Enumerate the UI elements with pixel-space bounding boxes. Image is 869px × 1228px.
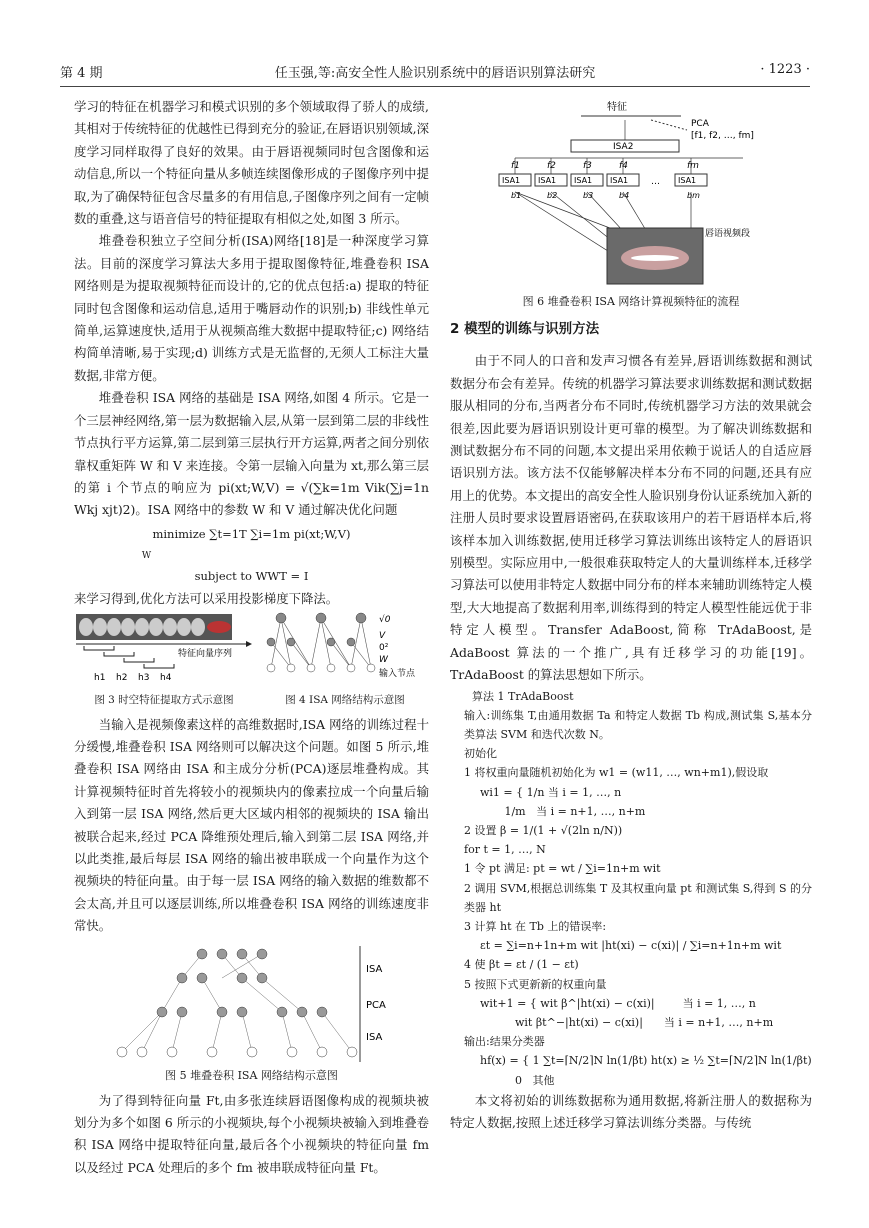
isa1-label: ISA1 [502,176,521,185]
v-label: √0 [379,615,391,626]
fig4-drawing [261,610,429,682]
h-label: h3 [138,673,150,683]
f-label: f3 [583,161,592,171]
algo-step: 1 将权重向量随机初始化为 w1 = (w11, …, wn+m1),假设取 [464,766,769,780]
algo-step: 5 按照下式更新新的权重向量 [464,977,607,991]
algorithm-1 [450,687,812,1090]
paragraph: 堆叠卷积独立子空间分析(ISA)网络[18]是一种深度学习算法。目前的深度学习算法大多用于提取图像特征,堆叠卷积 ISA 网络则是为提取视频特征而设计的,它的优点包括:a) 提取的特征同时包含图像和运动信息,适用于嘴唇动作的识别;b) 非线性单元简单,运算速度快,适用于从视频高维大数据中提取特征;c) 网络结构简单清晰,易于实现;d) 训练方式是无监督的,无须人工标注大量数据,非常方便。 [74,233,429,383]
paragraph: 本文将初始的训练数据称为通用数据,将新注册人的数据称为特定人数据,按照上述迁移学习算法训练分类器。与传统 [450,1092,812,1131]
algo-step: 2 调用 SVM,根据总训练集 T 及其权重向量 pt 和测试集 S,得到 S 的分类器 ht [464,881,812,914]
paragraph: 由于不同人的口音和发声习惯各有差异,唇语训练数据和测试数据分布会有差异。传统的机器学习算法要求训练数据和测试数据服从相同的分布,当两者分布不同时,传统机器学习方法的效果就会很差,因此要为唇语识别设计更可靠的模型。为了解决训练数据和测试数据分布不同的问题,本文提出采用依赖于说话人的自适应唇语识别方法。该方法不仅能够解决样本分布不同的问题,还具有应用上的优势。本文提出的高安全性人脸识别身份认证系统加入新的注册人员时要求设置唇语密码,在获取该用户的若干唇语样本后,将该样本加入训练数据,使用迁移学习算法训练出该特定人的唇语识别模型。实际应用中,一般很难获取特定人的大量训练样本,迁移学习算法可以使用非特定人数据中同分布的样本来辅助训练特定人模型,大大地提高了数据利用率,训练得到的特定人模型性能远优于非特定人模型。Transfer AdaBoost,简称 TrAdaBoost,是 AdaBoost 算法的一个推广,具有迁移学习的功能[19]。TrAdaBoost 的算法思想如下所示。 [450,353,812,683]
isa1-label: ISA1 [678,176,697,185]
algo-step: 3 计算 ht 在 Tb 上的错误率: [464,919,607,933]
window-brackets [84,646,174,668]
lip-frames [79,618,205,636]
f-label: f2 [547,161,556,171]
algo-eq: εt = ∑i=n+1n+m wit |ht(xi) − c(xi)| / ∑i=n+1n+m wit [480,939,782,953]
b-label: b4 [619,191,630,200]
f-label: f1 [511,161,520,171]
algo-eq: wit+1 = { wit β^|ht(xi) − c(xi)| 当 i = 1, …, n [480,996,756,1010]
paragraph: 堆叠卷积 ISA 网络的基础是 ISA 网络,如图 4 所示。它是一个三层神经网络,第一层为数据输入层,从第一层到第二层的非线性节点执行平方运算,第二层到第三层执行开方运算,两者之间分别依靠权重矩阵 W 和 V 来连接。令第一层输入向量为 xt,那么第三层的第 i 个节点的响应为 pi(xt;W,V) = √(∑k=1m Vik(∑j=1n Wkj xjt)2)。ISA 网络中的参数 W 和 V 通过解决优化问题 [74,390,429,518]
fig5-nodes [117,949,357,1057]
page-number: · 1223 · [760,62,810,77]
b-label: bm [687,191,700,200]
isa1-boxes [499,174,707,186]
paragraph: 来学习得到,优化方法可以采用投影梯度下降法。 [74,590,339,606]
fig5-drawing [102,942,402,1066]
fig6-caption: 图 6 堆叠卷积 ISA 网络计算视频特征的流程 [522,295,740,308]
isa1-label: ISA1 [610,176,629,185]
input-node-label: 输入节点 [379,669,416,680]
seq-label: 特征向量序列 [178,649,233,660]
paragraph: 为了得到特征向量 Ft,由多张连续唇语图像构成的视频块被划分为多个如图 6 所示的小视频块,每个小视频块被输入到堆叠卷积 ISA 网络中提取特征向量,最后各个小视频块的特征向量 fm 以及经过 PCA 处理后的多个 fm 被串联成特征向量 Ft。 [74,1092,429,1175]
fig4-edges [271,618,371,668]
equation-under: W [141,550,152,561]
algo-input: 输入:训练集 T,由通用数据 Ta 和特定人数据 Tb 构成,测试集 S,基本分类算法 SVM 和迭代次数 N。 [464,708,812,741]
fig5-caption: 图 5 堆叠卷积 ISA 网络结构示意图 [165,1068,338,1082]
teeth-image [631,255,679,261]
pca-label: PCA [691,119,709,129]
figure-5 [74,942,429,1084]
figure-3 [74,610,254,713]
isa1-label: ISA1 [574,176,593,185]
square-label: 0² [379,643,389,654]
v-label: V [379,631,386,642]
algo-title: 算法 1 TrAdaBoost [472,689,574,703]
page-header [60,62,810,82]
paragraph: 当输入是视频像素这样的高维数据时,ISA 网络的训练过程十分缓慢,堆叠卷积 ISA 网络则可以解决这个问题。如图 5 所示,堆叠卷积 ISA 网络由 ISA 和主成分分析(PCA)逐层堆叠构成。其计算视频特征时首先将较小的视频块内的像素拉成一个向量后输入到第一层 ISA 网络,然后更大区域内相邻的视频块的 ISA 输出被联合起来,经过 PCA 降维预处理后,输入到第二层 ISA 网络,并以此类推,最后每层 ISA 网络的输出被串联成一个向量作为这个视频块的特征向量。由于每一层 ISA 网络的输入数据的维数都不会太高,并且可以逐层训练,所以堆叠卷积 ISA 网络的训练速度非常快。 [74,716,429,934]
h-label: h1 [94,673,106,683]
equation-objective: minimize ∑t=1T ∑i=1m pi(xt;W,V) W [141,526,351,561]
algo-eq: wit βt^−|ht(xi) − c(xi)| 当 i = n+1, …, n+m [480,1015,774,1029]
isa1-label: ISA1 [538,176,557,185]
layer-label-isa1: ISA [365,1031,382,1043]
figure-4 [261,610,429,713]
algo-loop: for t = 1, …, N [464,843,546,857]
algo-eq: wi1 = { 1/n 当 i = 1, …, n [480,785,622,799]
algo-step: 2 设置 β = 1/(1 + √(2ln n/N)) [464,823,623,837]
fig6-drawing [491,96,771,292]
algo-step: 1 令 pt 满足: pt = wt / ∑i=1n+m wit [464,862,661,876]
layer-label-isa2: ISA [365,963,382,975]
figure-6 [450,96,812,310]
fig3-drawing [74,610,254,682]
algo-eq: 0 其他 [480,1073,555,1087]
algo-init: 初始化 [464,747,497,761]
algo-eq: 1/m 当 i = n+1, …, n+m [480,804,646,818]
w-label: W [379,655,388,666]
layer-label-pca: PCA [365,999,386,1011]
fig3-caption: 图 3 时空特征提取方式示意图 [94,693,234,706]
running-title: 任玉强,等:高安全性人脸识别系统中的唇语识别算法研究 [274,66,596,81]
figure-row-3-4 [74,610,429,713]
fig5-edges [122,954,352,1052]
ellipsis: … [651,177,660,187]
b-label: b1 [511,191,522,200]
h-label: h2 [116,673,128,683]
vector-label: [f1, f2, …, fm] [691,131,754,141]
h-label: h4 [160,673,172,683]
algo-eq: hf(x) = { 1 ∑t=⌈N/2⌉N ln(1/βt) ht(x) ≥ ½ ∑t=⌈N/2⌉N ln(1/βt) [480,1054,812,1068]
f-label: fm [687,161,699,171]
lips-image [207,621,231,633]
header-rule [60,86,810,87]
isa2-label: ISA2 [613,142,634,152]
issue-number: 第 4 期 [60,66,103,81]
left-column [74,96,429,1179]
algo-output: 输出:结果分类器 [464,1035,545,1049]
b-label: b3 [583,191,594,200]
equation-constraint: subject to WWT = I [194,568,309,583]
feature-label: 特征 [607,102,627,113]
time-arrow [246,641,252,647]
b-label: b2 [547,191,558,200]
pca-link [651,120,687,130]
fig4-caption: 图 4 ISA 网络结构示意图 [285,693,405,706]
algo-step: 4 使 βt = εt / (1 − εt) [464,958,579,972]
right-column [450,96,812,1135]
paragraph: 学习的特征在机器学习和模式识别的多个领域取得了骄人的成绩,其相对于传统特征的优越性已得到充分的验证,在唇语识别领域,深度学习同样取得了良好的效果。由于唇语视频同时包含图像和运动信息,所以一个特征向量从多帧连续图像形成的子图像序列中提取,为了确保特征包含尽量多的有用信息,子图像序列之间有一定帧数的重叠,这与语音信号的特征提取有相似之处,如图 3 所示。 [74,99,429,227]
f-label: f4 [619,161,628,171]
video-label: 唇语视频段 [705,229,751,239]
fig4-nodes [267,613,375,672]
section-title: 2 模型的训练与识别方法 [450,321,600,337]
